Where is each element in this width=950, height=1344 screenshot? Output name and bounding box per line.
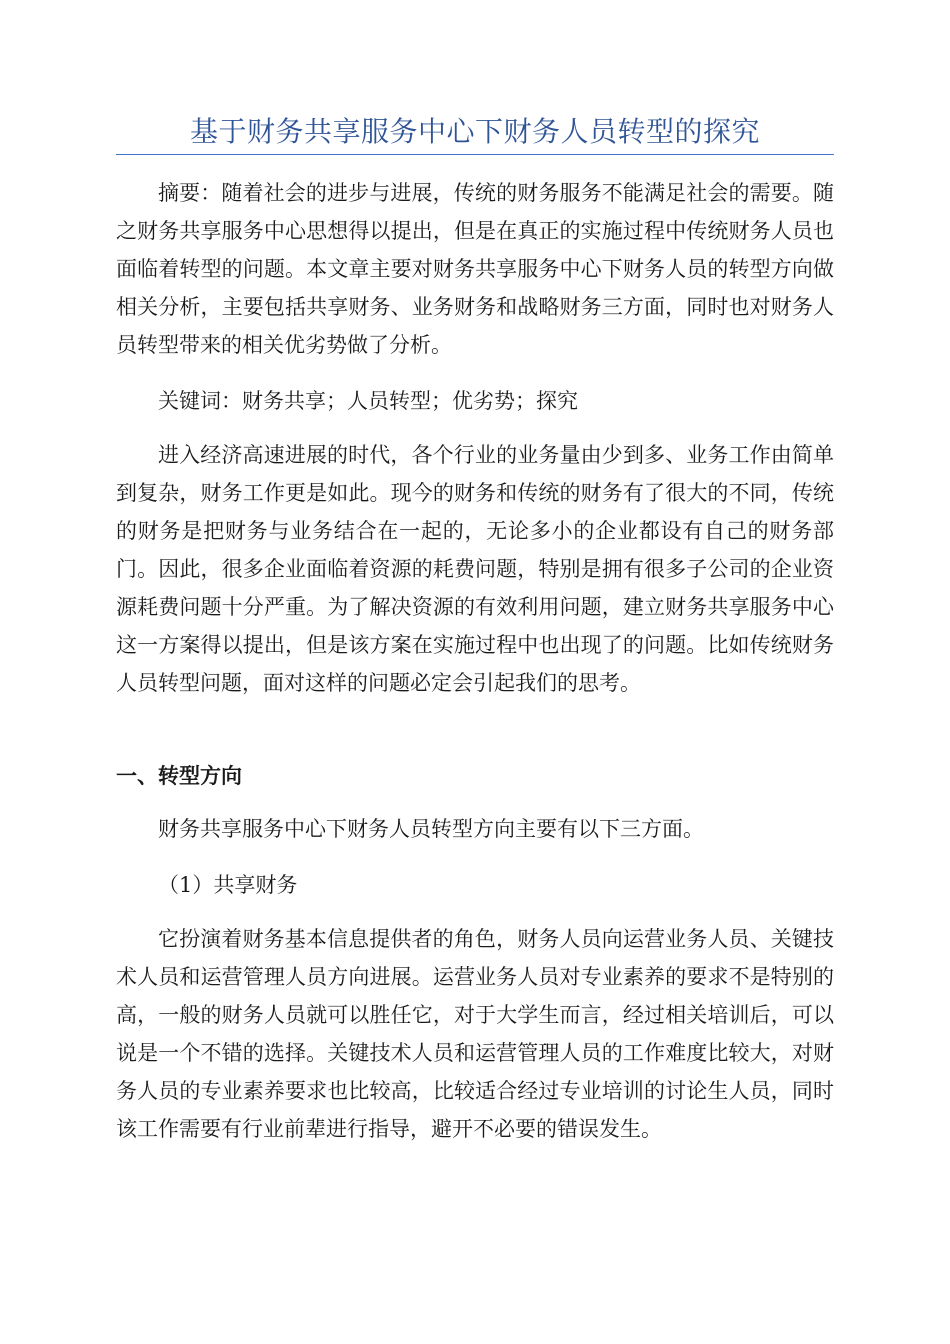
keywords-paragraph: 关键词：财务共享；人员转型；优劣势；探究 bbox=[158, 389, 578, 413]
subsection-heading-shared-finance: （1）共享财务 bbox=[158, 873, 298, 897]
intro-paragraph: 进入经济高速进展的时代，各个行业的业务量由少到多、业务工作由简单到复杂，财务工作更是如此。现今的财务和传统的财务有了很大的不同，传统的财务是把财务与业务结合在一起的，无论多小的企业都设有自己的财务部门。因此，很多企业面临着资源的耗费问题，特别是拥有很多子公司的企业资源耗费问题十分严重。为了解决资源的有效利用问题，建立财务共享服务中心这一方案得以提出，但是该方案在实施过程中也出现了的问题。比如传统财务人员转型问题，面对这样的问题必定会引起我们的思考。 bbox=[116, 443, 834, 695]
abstract-paragraph: 摘要：随着社会的进步与进展，传统的财务服务不能满足社会的需要。随之财务共享服务中心思想得以提出，但是在真正的实施过程中传统财务人员也面临着转型的问题。本文章主要对财务共享服务中心下财务人员的转型方向做相关分析，主要包括共享财务、业务财务和战略财务三方面，同时也对财务人员转型带来的相关优劣势做了分析。 bbox=[116, 181, 834, 357]
title-underline bbox=[116, 154, 834, 155]
section-heading-transformation-direction: 一、转型方向 bbox=[116, 764, 242, 788]
section-lead-paragraph: 财务共享服务中心下财务人员转型方向主要有以下三方面。 bbox=[158, 817, 704, 841]
document-title: 基于财务共享服务中心下财务人员转型的探究 bbox=[189, 115, 760, 148]
shared-finance-paragraph: 它扮演着财务基本信息提供者的角色，财务人员向运营业务人员、关键技术人员和运营管理人员方向进展。运营业务人员对专业素养的要求不是特别的高，一般的财务人员就可以胜任它，对于大学生而言，经过相关培训后，可以说是一个不错的选择。关键技术人员和运营管理人员的工作难度比较大，对财务人员的专业素养要求也比较高，比较适合经过专业培训的讨论生人员，同时该工作需要有行业前辈进行指导，避开不必要的错误发生。 bbox=[116, 927, 834, 1141]
